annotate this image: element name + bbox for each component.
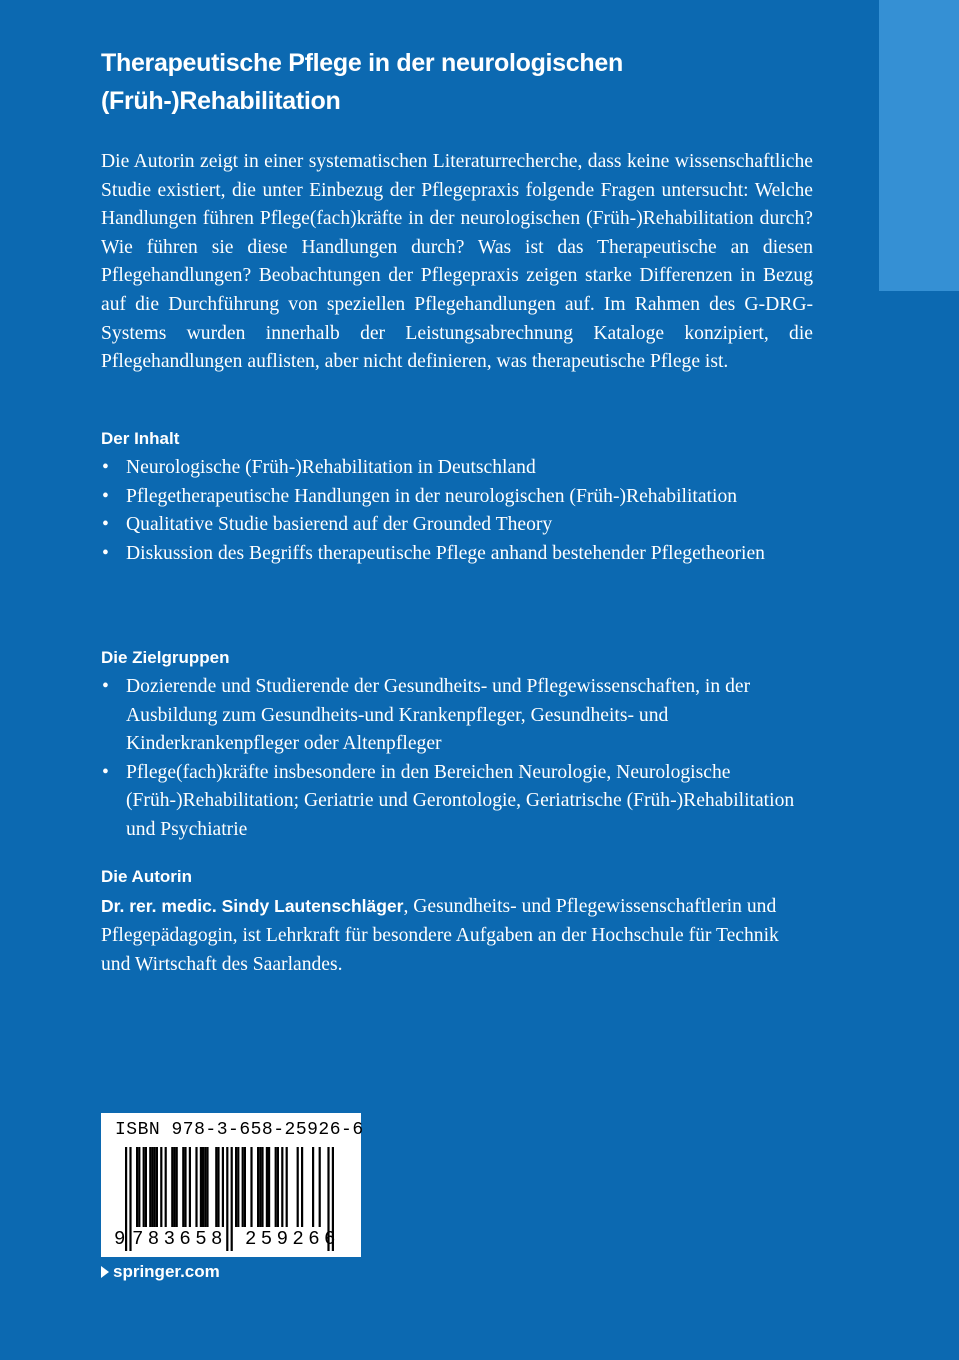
barcode-bar (151, 1147, 153, 1227)
barcode-bar (206, 1147, 208, 1227)
author-bio (101, 892, 813, 979)
barcode-bar (266, 1147, 268, 1227)
back-cover-content (101, 44, 821, 975)
barcode-bar (217, 1147, 219, 1227)
springer-link-text: springer.com (113, 1262, 220, 1281)
isbn-barcode (101, 1113, 364, 1257)
bullet-icon: • (102, 485, 109, 507)
barcode-bar (204, 1147, 206, 1227)
barcode-bar (301, 1147, 303, 1227)
barcode-bar (235, 1147, 237, 1227)
barcode-bar (286, 1147, 288, 1227)
barcode-bar (176, 1147, 178, 1227)
barcode-bar (250, 1147, 252, 1227)
barcode-bar (182, 1147, 184, 1227)
inhalt-list (101, 454, 813, 568)
barcode-bar (312, 1147, 314, 1227)
barcode-bar (184, 1147, 186, 1227)
barcode-bar (136, 1147, 138, 1227)
bullet-icon: • (102, 514, 109, 536)
barcode-bar (165, 1147, 167, 1227)
barcode-bar (222, 1147, 224, 1227)
barcode-digit-group-right: 259266 (245, 1228, 340, 1250)
section-heading-zielgruppen: Die Zielgruppen (101, 648, 230, 667)
list-item: • Pflege(fach)kräfte insbesondere in den Bereichen Neurologie, Neurologische (Früh-)Rehabilitation; Geriatrie und Gerontologie, Geriatrische (Früh-)Rehabilitation und Psychiatrie (101, 759, 813, 845)
section-heading-inhalt: Der Inhalt (101, 429, 180, 448)
barcode-bar (215, 1147, 217, 1227)
isbn-label: ISBN 978-3-658-25926-6 (115, 1120, 364, 1140)
intro-paragraph: Die Autorin zeigt in einer systematischen Literaturrecherche, dass keine wissenschaftliche Studie existiert, die unter Einbezug der Pflegepraxis folgende Fragen untersucht: Welche Handlungen führen Pflege(fach)kräfte in der neurologischen (Früh-)Rehabilitation durch? Wie führen sie diese Handlungen durch? Was ist das Therapeutische an diesen Pflegehandlungen? Beobachtungen der Pflegepraxis zeigen starke Differenzen in Bezug auf die Durchführung von speziellen Pflegehandlungen auf. Im Rahmen des G-DRG-Systems wurden innerhalb der Leistungsabrechnung Kataloge konzipiert, die Pflegehandlungen auflisten, aber nicht definieren, was therapeutische Pflege ist. (101, 151, 813, 373)
list-item: • Diskussion des Begriffs therapeutische Pflege anhand bestehender Pflegetheorien (101, 540, 813, 569)
barcode-bar (244, 1147, 246, 1227)
author-bio-text: , Gesundheits- und Pflegewissenschaftlerin und Pflegepädagogin, ist Lehrkraft für besondere Aufgaben an der Hochschule für Technik und Wirtschaft des Saarlandes. (101, 896, 779, 975)
play-arrow-icon (101, 1266, 109, 1278)
barcode-bar (268, 1147, 270, 1227)
springer-link[interactable] (101, 1262, 220, 1282)
list-item: • Neurologische (Früh-)Rehabilitation in Deutschland (101, 454, 813, 483)
bullet-icon: • (102, 457, 109, 478)
section-heading-autorin: Die Autorin (101, 867, 192, 886)
list-item: • Pflegetherapeutische Handlungen in der neurologischen (Früh-)Rehabilitation (101, 483, 813, 512)
barcode-digits (105, 1226, 357, 1252)
barcode-bar (275, 1147, 277, 1227)
barcode-bar (242, 1147, 244, 1227)
barcode-bar (160, 1147, 162, 1227)
book-title-line-2: (Früh-)Rehabilitation (101, 87, 341, 115)
barcode-bar (138, 1147, 140, 1227)
book-title (101, 44, 821, 120)
barcode-bar (277, 1147, 279, 1227)
barcode-bar (145, 1147, 147, 1227)
bullet-icon: • (102, 761, 109, 783)
barcode-bar (257, 1147, 259, 1227)
author-name: Dr. rer. medic. Sindy Lautenschläger (101, 896, 404, 916)
barcode-bar (156, 1147, 158, 1227)
barcode-bar (154, 1147, 156, 1227)
barcode-bar (281, 1147, 283, 1227)
accent-tab (879, 0, 959, 291)
bullet-icon: • (102, 676, 109, 697)
bullet-icon: • (102, 542, 109, 564)
list-item: • Qualitative Studie basierend auf der Grounded Theory (101, 511, 813, 540)
book-title-line-1: Therapeutische Pflege in der neurologischen (101, 49, 623, 77)
barcode-bar (259, 1147, 261, 1227)
barcode-first-digit: 9 (114, 1228, 126, 1250)
barcode-digit-group-left: 783658 (132, 1228, 227, 1250)
barcode-bar (143, 1147, 145, 1227)
barcode-bar (202, 1147, 204, 1227)
barcode-bar (171, 1147, 173, 1227)
barcode-bar (149, 1147, 151, 1227)
barcode-bar (237, 1147, 239, 1227)
barcode-bar (200, 1147, 202, 1227)
barcode-bar (319, 1147, 321, 1227)
list-item: • Dozierende und Studierende der Gesundheits- und Pflegewissenschaften, in der Ausbildung zum Gesundheits-und Krankenpfleger, Gesundheits- und Kinderkrankenpfleger oder Altenpfleger (101, 673, 813, 759)
barcode-bar (195, 1147, 197, 1227)
barcode-bar (297, 1147, 299, 1227)
barcode-bar (173, 1147, 175, 1227)
barcode-bar (261, 1147, 263, 1227)
zielgruppen-list (101, 673, 813, 845)
barcode-bar (189, 1147, 191, 1227)
